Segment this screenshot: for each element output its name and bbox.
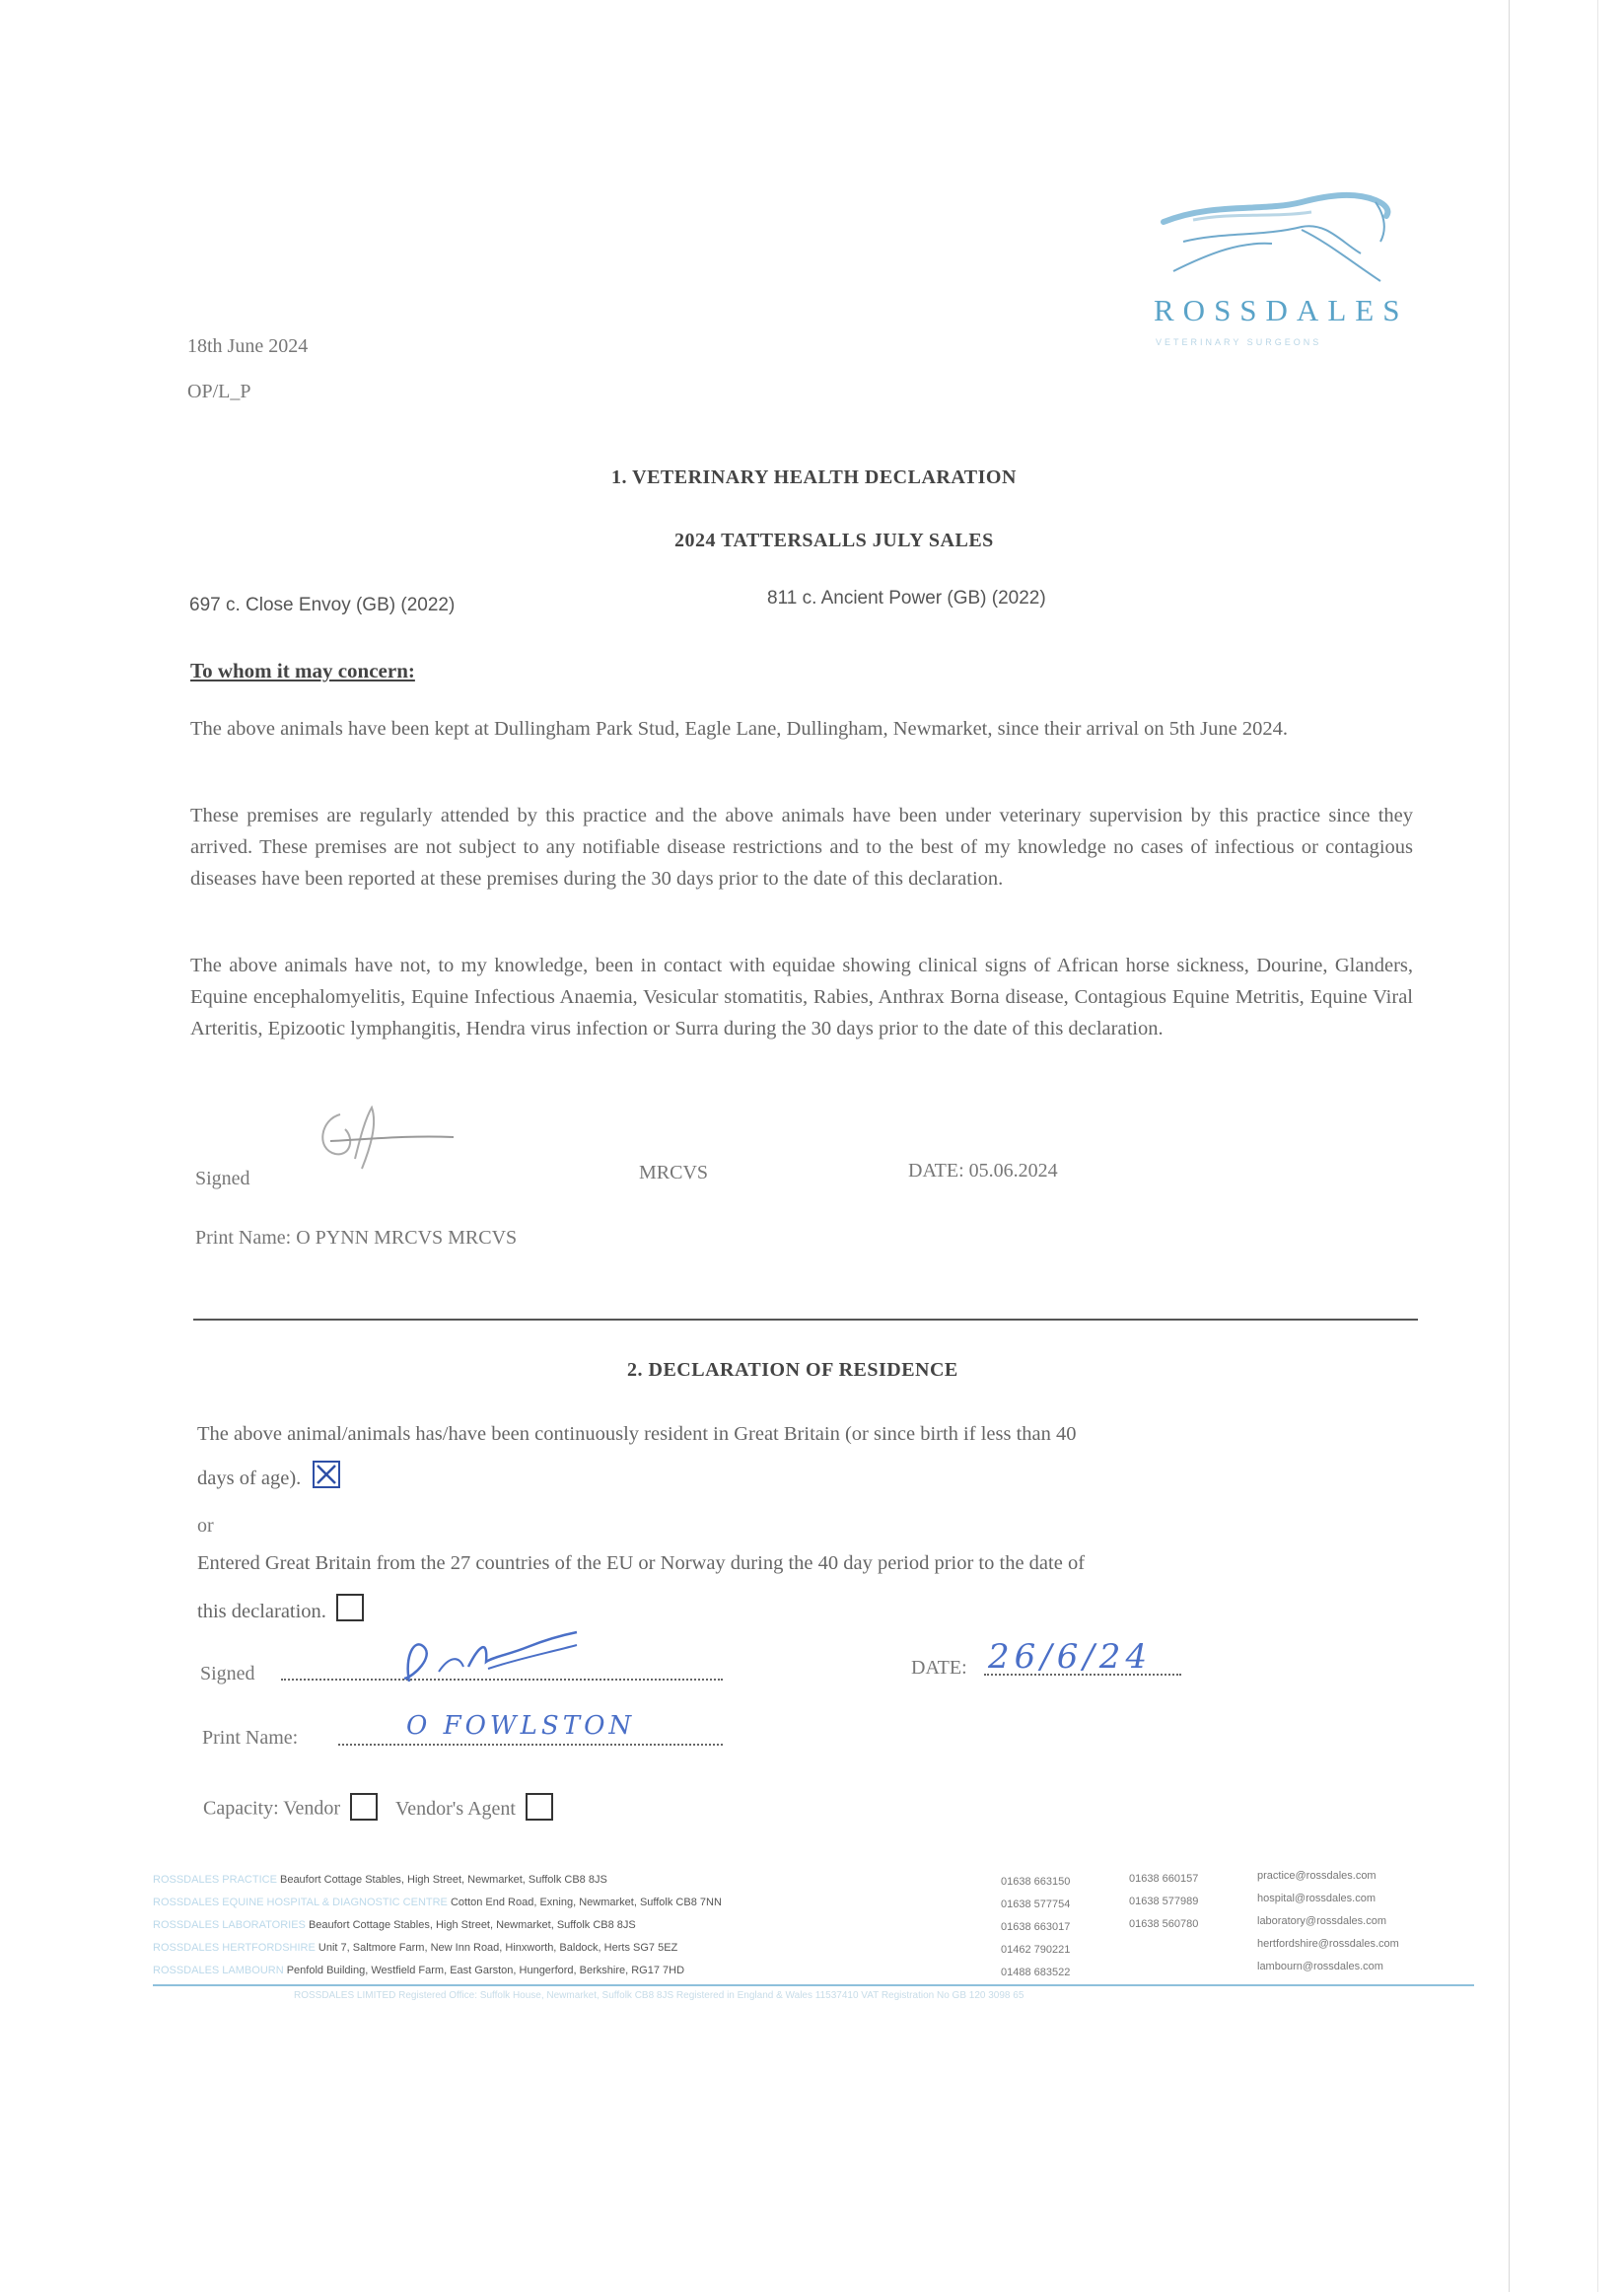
animal-2: 811 c. Ancient Power (GB) (2022) [767, 588, 1046, 609]
footer-address-label: ROSSDALES HERTFORDSHIRE [153, 1942, 316, 1954]
logo [1154, 182, 1430, 360]
vendors-agent-checkbox[interactable] [526, 1793, 553, 1821]
letter-date: 18th June 2024 [187, 335, 309, 357]
footer-fax: 01638 560780 [1129, 1918, 1199, 1930]
paragraph-3: The above animals have not, to my knowledge, been in contact with equidae showing clinical signs of African horse sickness, Dourine, Glanders, Equine encephalomyelitis, Equine Infectious Anaemia, Vesicular stomatitis, Rabies, Anthrax Borna disease, Contagious Equine Metritis, Equine Viral Arteritis, Epizootic lymphangitis, Hendra virus infection or Surra during the 30 days prior to the date of this declaration. [190, 955, 1413, 1039]
salutation: To whom it may concern: [190, 659, 415, 682]
print-label-2: Print Name: [202, 1727, 299, 1749]
option1-line-a: The above animal/animals has/have been continuously resident in Great Britain (or since birth if less than 40 [197, 1423, 1077, 1445]
footer-phone: 01488 683522 [1001, 1967, 1071, 1978]
logo-wordmark: ROSSDALES [1154, 293, 1409, 327]
footer-phone: 01638 663017 [1001, 1921, 1071, 1933]
option1-checkbox[interactable] [313, 1461, 340, 1488]
footer-address-row [153, 1874, 1001, 1897]
footer-address-label: ROSSDALES EQUINE HOSPITAL & DIAGNOSTIC CENTRE [153, 1897, 448, 1908]
animal-1: 697 c. Close Envoy (GB) (2022) [189, 595, 456, 615]
option2-line-b: this declaration. [197, 1601, 326, 1622]
footer-address-label: ROSSDALES PRACTICE [153, 1874, 277, 1886]
footer-email[interactable]: laboratory@rossdales.com [1257, 1915, 1386, 1927]
signed-label-1: Signed [195, 1168, 250, 1189]
scan-edge-line [1597, 0, 1598, 2292]
footer-email[interactable]: hertfordshire@rossdales.com [1257, 1938, 1399, 1950]
footer-address-text: Penfold Building, Westfield Farm, East Garston, Hungerford, Berkshire, RG17 7HD [286, 1965, 685, 1976]
capacity-vendor-label: Capacity: Vendor [203, 1797, 341, 1820]
date-label-2: DATE: [911, 1657, 967, 1679]
print-name-1: Print Name: O PYNN MRCVS MRCVS [195, 1227, 518, 1249]
signature-2 [380, 1617, 597, 1701]
vendor-checkbox[interactable] [350, 1793, 378, 1821]
signed-label-2: Signed [200, 1663, 255, 1684]
option1-line-b-row [197, 1463, 340, 1494]
footer-rule [153, 1984, 1474, 1986]
logo-tagline: VETERINARY SURGEONS [1156, 337, 1322, 347]
footer-registered: ROSSDALES LIMITED Registered Office: Suffolk House, Newmarket, Suffolk CB8 8JS Registered in England & Wales 11537410 VAT Registration No GB 120 3098 65 [294, 1990, 1024, 2001]
footer-email[interactable]: hospital@rossdales.com [1257, 1893, 1376, 1904]
print-name-handwritten: O FOWLSTON [406, 1711, 636, 1741]
footer-email[interactable]: lambourn@rossdales.com [1257, 1961, 1383, 1972]
section1-title: 1. VETERINARY HEALTH DECLARATION [611, 466, 1017, 488]
footer-fax: 01638 577989 [1129, 1896, 1199, 1907]
footer-phone: 01638 577754 [1001, 1898, 1071, 1910]
scan-edge-line [1509, 0, 1510, 2292]
checked-x-icon [315, 1463, 338, 1486]
footer-phone: 01462 790221 [1001, 1944, 1071, 1956]
footer-address-label: ROSSDALES LAMBOURN [153, 1965, 284, 1976]
footer-address-label: ROSSDALES LABORATORIES [153, 1919, 306, 1931]
footer-address-text: Beaufort Cottage Stables, High Street, Newmarket, Suffolk CB8 8JS [279, 1874, 607, 1886]
footer-addresses [153, 1874, 1001, 1987]
paragraph-1: The above animals have been kept at Dullingham Park Stud, Eagle Lane, Dullingham, Newmarket, since their arrival on 5th June 2024. [190, 718, 1288, 740]
mrcvs-label: MRCVS [639, 1162, 709, 1183]
vendors-agent-label: Vendor's Agent [395, 1797, 516, 1820]
option2-line-a: Entered Great Britain from the 27 countries of the EU or Norway during the 40 day period prior to the date of [197, 1552, 1086, 1574]
capacity-row [203, 1797, 553, 1825]
footer-emails [1257, 1865, 1399, 1978]
footer-address-text: Cotton End Road, Exning, Newmarket, Suffolk CB8 7NN [450, 1897, 722, 1908]
print-line-2 [338, 1744, 723, 1746]
footer-phone: 01638 663150 [1001, 1876, 1071, 1888]
horse-logo-icon [1154, 182, 1410, 291]
footer-faxes [1129, 1868, 1198, 1936]
footer-fax: 01638 660157 [1129, 1873, 1199, 1885]
footer-address-row [153, 1919, 1001, 1942]
section2-title: 2. DECLARATION OF RESIDENCE [627, 1359, 958, 1381]
footer-address-row [153, 1897, 1001, 1919]
section-divider [193, 1319, 1418, 1321]
footer-email[interactable]: practice@rossdales.com [1257, 1870, 1377, 1882]
signature-1 [301, 1100, 468, 1183]
footer-address-row [153, 1942, 1001, 1965]
section1-date: DATE: 05.06.2024 [908, 1160, 1058, 1182]
footer-address-text: Unit 7, Saltmore Farm, New Inn Road, Hinxworth, Baldock, Herts SG7 5EZ [318, 1942, 678, 1954]
option1-line-b: days of age). [197, 1468, 302, 1489]
footer-address-text: Beaufort Cottage Stables, High Street, Newmarket, Suffolk CB8 8JS [308, 1919, 636, 1931]
paragraph-2: These premises are regularly attended by this practice and the above animals have been under veterinary supervision by this practice since they arrived. These premises are not subject to any notifiable disease restrictions and to the best of my knowledge no cases of infectious or contagious diseases have been reported at these premises during the 30 days prior to the date of this declaration. [190, 805, 1413, 890]
section1-subtitle: 2024 TATTERSALLS JULY SALES [674, 530, 994, 551]
option2-line-b-row [197, 1596, 364, 1627]
date-handwritten: 26/6/24 [988, 1637, 1153, 1677]
letter-reference: OP/L_P [187, 381, 251, 402]
or-label: or [197, 1515, 214, 1537]
option2-checkbox[interactable] [336, 1594, 364, 1621]
footer-phones [1001, 1871, 1070, 1984]
